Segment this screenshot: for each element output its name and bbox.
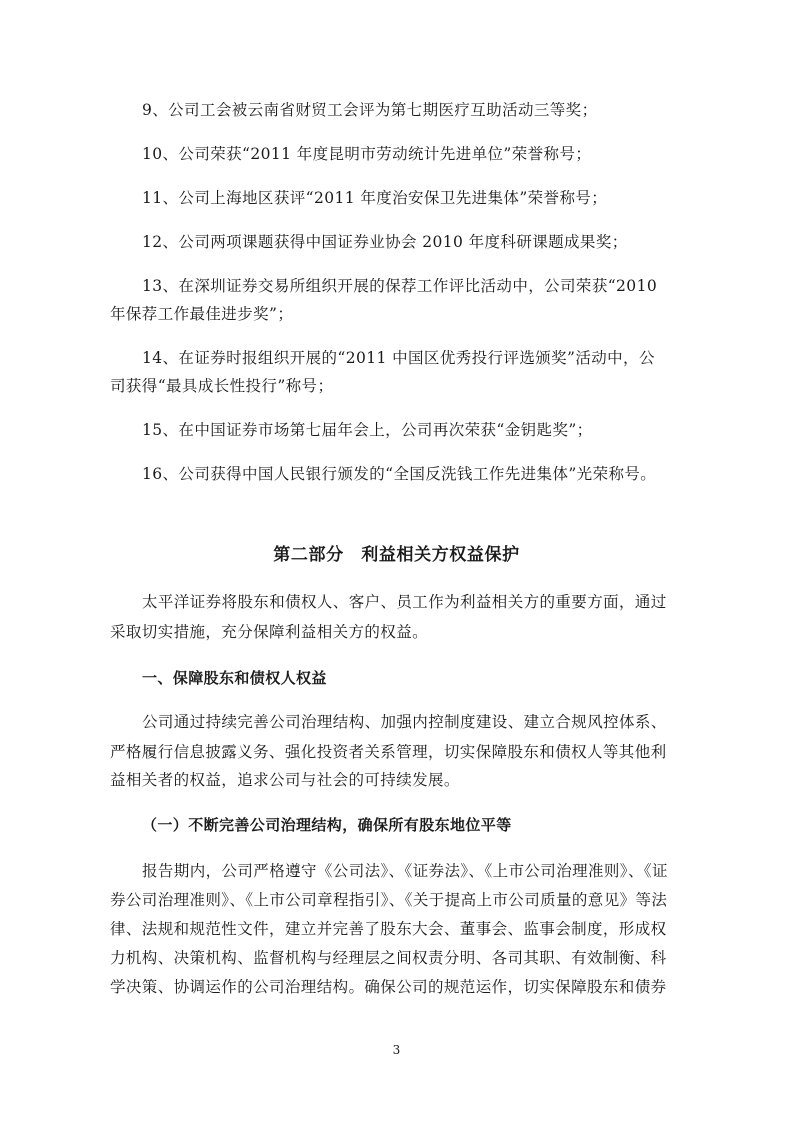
award-item-10: 10、公司荣获“2011 年度昆明市劳动统计先进单位”荣誉称号； (142, 145, 592, 163)
section1-line-3: 益相关者的权益，追求公司与社会的可持续发展。 (110, 771, 460, 789)
subsection1-line-2: 券公司治理准则》、《上市公司章程指引》、《关于提高上市公司质量的意见》等法 (110, 891, 668, 909)
subsection1-line-1: 报告期内，公司严格遵守《公司法》、《证券法》、《上市公司治理准则》、《证 (142, 862, 668, 880)
award-item-9: 9、公司工会被云南省财贸工会评为第七期医疗互助活动三等奖； (142, 101, 598, 119)
subsection1-line-5: 学决策、协调运作的公司治理结构。确保公司的规范运作，切实保障股东和债券 (110, 978, 667, 996)
subsection-heading: 一、保障股东和债权人权益 (142, 669, 327, 687)
award-item-13-line1: 13、在深圳证券交易所组织开展的保荐工作评比活动中，公司荣获“2010 (142, 277, 658, 295)
award-item-12: 12、公司两项课题获得中国证券业协会 2010 年度科研课题成果奖； (142, 233, 628, 251)
award-item-16: 16、公司获得中国人民银行颁发的“全国反洗钱工作先进集体”光荣称号。 (142, 465, 657, 483)
section-heading: 第二部分 利益相关方权益保护 (273, 545, 520, 565)
page-number: 3 (392, 1043, 401, 1057)
section1-line-2: 严格履行信息披露义务、强化投资者关系管理，切实保障股东和债权人等其他利 (110, 743, 667, 761)
award-item-14-line1: 14、在证券时报组织开展的“2011 中国区优秀投行评选颁奖”活动中，公 (142, 349, 655, 367)
award-item-11: 11、公司上海地区获评“2011 年度治安保卫先进集体”荣誉称号； (142, 189, 608, 207)
section1-line-1: 公司通过持续完善公司治理结构、加强内控制度建设、建立合规风控体系、 (142, 713, 667, 731)
subsection-1-heading: （一）不断完善公司治理结构，确保所有股东地位平等 (142, 816, 512, 834)
award-item-15: 15、在中国证券市场第七届年会上，公司再次荣获“金钥匙奖”； (142, 421, 593, 439)
subsection1-line-4: 力机构、决策机构、监督机构与经理层之间权责分明、各司其职、有效制衡、科 (110, 949, 667, 967)
award-item-13-line2: 年保荐工作最佳进步奖”； (110, 305, 294, 323)
intro-line-2: 采取切实措施，充分保障利益相关方的权益。 (110, 623, 429, 641)
subsection1-line-3: 律、法规和规范性文件，建立并完善了股东大会、董事会、监事会制度，形成权 (110, 920, 667, 938)
award-item-14-line2: 司获得“最具成长性投行”称号； (110, 377, 334, 395)
intro-line-1: 太平洋证券将股东和债权人、客户、员工作为利益相关方的重要方面，通过 (142, 593, 667, 611)
